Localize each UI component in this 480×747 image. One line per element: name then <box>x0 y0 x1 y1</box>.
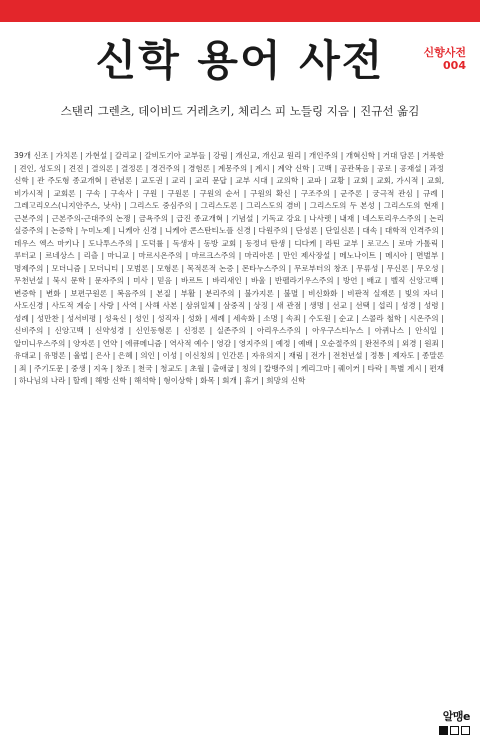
publisher-name: 알맹e <box>442 710 470 723</box>
book-title: 신학 용어 사전 <box>95 36 385 85</box>
publisher-mark-box <box>450 726 459 735</box>
publisher-mark-icon <box>439 726 470 735</box>
series-number: 004 <box>443 59 466 72</box>
top-accent-bar <box>0 0 480 22</box>
publisher-mark-box <box>461 726 470 735</box>
author-line: 스탠리 그렌츠, 데이비드 거레츠키, 체리스 피 노들링 지음 | 진규선 옮김 <box>60 104 420 118</box>
publisher-mark-box <box>439 726 448 735</box>
publisher-logo <box>439 708 470 735</box>
series-name: 신향사전 <box>423 46 466 59</box>
term-list: 39개 신조 | 가치론 | 가현설 | 갈리교 | 갈비도기아 교부들 | 강림 | 개신교, 개신교 원리 | 개인주의 | 개혁신학 | 거대 담론 | 거룩한 | 견인, 성도의 | 견진 | 결의론 | 결정론 | 경건주의 | 경험론 | 계몽주의 | 계시 | 계약 신학 | 고백 | 공관복음 | 공로 | 공재설 | 과정 신학 | 관 주도형 종교개혁 | 관념론 | 교도권 | 교리 | 교리 문답 | 교부 시대 | 교의학 | 교파 | 교황 | 교회 | 교회, 가시적 | 교회, 비가시적 | 교회론 | 구속 | 구속사 | 구원 | 구원론 | 구원의 순서 | 구원의 확신 | 구조주의 | 군주론 | 궁극적 관심 | 규례 | 그레고리오스(니지안주스, 낫사) | 그리스도 중심주의 | 그리스도론 | 그리스도의 겸비 | 그리스도의 두 본성 | 그리스도의 현재 | 근본주의 | 근본주의-근대주의 논쟁 | 금욕주의 | 급진 종교개혁 | 기념설 | 기독교 강요 | 나사렛 | 내재 | 네스토리우스주의 | 논리 실증주의 | 논증학 | 누미노제 | 니케아 신경 | 니케아 콘스탄티노플 신경 | 다원주의 | 단성론 | 단일신론 | 대속 | 대학적 인격주의 | 데우스 엑스 마키나 | 도나투스주의 | 도덕률 | 독생자 | 동방 교회 | 동정녀 탄생 | 디다케 | 라틴 교부 | 로고스 | 로마 가톨릭 | 루터교 | 르네상스 | 리츨 | 마니교 | 마르시온주의 | 마르크스주의 | 마리아론 | 만인 제사장설 | 메노나이트 | 메시아 | 면벌부 | 명제주의 | 모더니즘 | 모더니티 | 모범론 | 모형론 | 목적론적 논증 | 몬타누스주의 | 무로부터의 창조 | 무류성 | 무신론 | 무오성 | 무천년설 | 묵시 문학 | 문자주의 | 미사 | 믿음 | 바르트 | 바리새인 | 바울 | 반펠라기우스주의 | 방언 | 배교 | 벨직 신앙고백 | 변증학 | 변화 | 보편구원론 | 복음주의 | 본질 | 부활 | 분리주의 | 불가지론 | 불멸 | 비신화화 | 비판적 실재론 | 빛의 자녀 | 사도신경 | 사도적 계승 | 사랑 | 사역 | 사해 사본 | 삼위일체 | 삼중직 | 상징 | 새 관점 | 생명 | 선교 | 선택 | 섭리 | 성경 | 성령 | 성례 | 성만찬 | 성서비평 | 성육신 | 성인 | 성직자 | 성화 | 세례 | 세속화 | 소명 | 속죄 | 수도원 | 순교 | 스콜라 철학 | 시온주의 | 신비주의 | 신앙고백 | 신약성경 | 신인동형론 | 신정론 | 실존주의 | 아리우스주의 | 아우구스티누스 | 아퀴나스 | 안식일 | 알미니우스주의 | 양자론 | 언약 | 에큐메니즘 | 역사적 예수 | 영감 | 영지주의 | 예정 | 예배 | 오순절주의 | 완전주의 | 외경 | 원죄 | 유대교 | 유명론 | 율법 | 은사 | 은혜 | 의인 | 이성 | 이신칭의 | 인간론 | 자유의지 | 재림 | 전가 | 전천년설 | 정통 | 제자도 | 종말론 | 죄 | 주기도문 | 중생 | 지옥 | 창조 | 천국 | 청교도 | 초월 | 출애굽 | 칭의 | 칼뱅주의 | 케리그마 | 퀘이커 | 타락 | 특별 계시 | 편재 | 하나님의 나라 | 할례 | 해방 신학 | 해석학 | 형이상학 | 화목 | 회개 | 휴거 | 희망의 신학 <box>14 151 444 385</box>
